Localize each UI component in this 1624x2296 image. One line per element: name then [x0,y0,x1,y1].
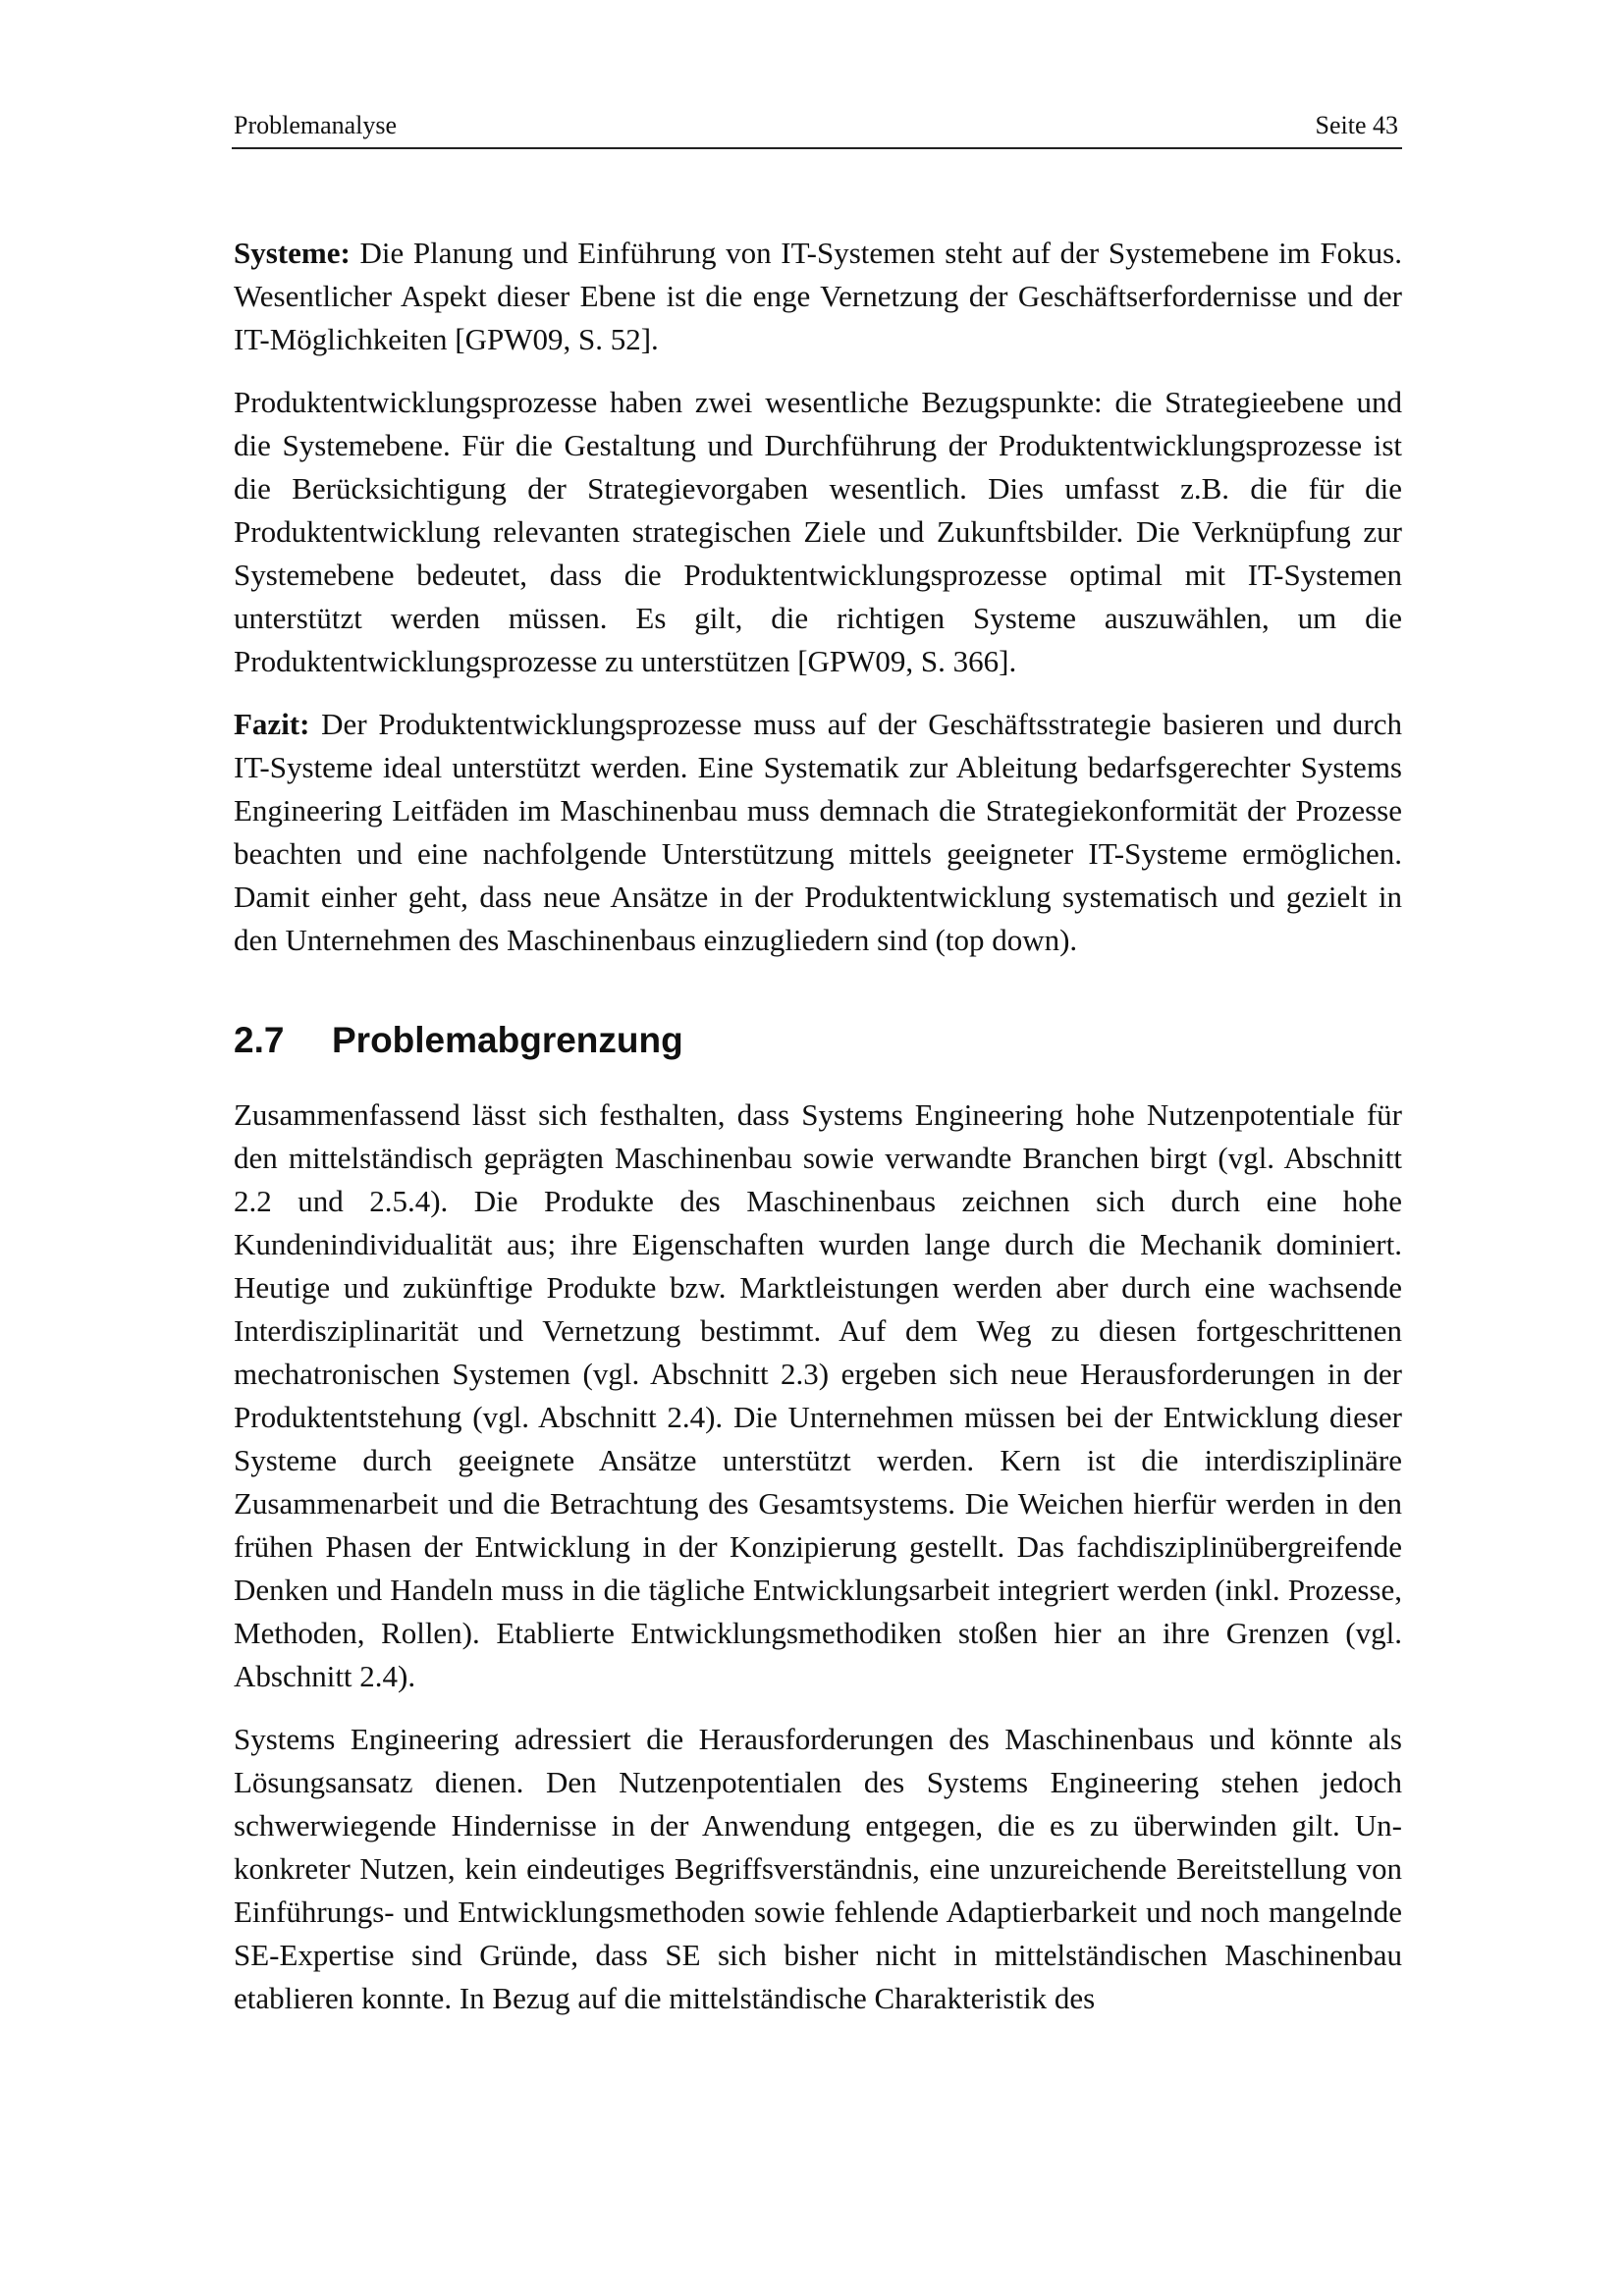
page-body [234,232,1402,2040]
paragraph-text: Die Planung und Einführung von IT-Systemen steht auf der Systemebene im Fokus. Wesentlicher Aspekt dieser Ebene ist die enge Vernetzung der Geschäftserfordernisse und der IT-Möglichkeiten [GPW09, S. 52]. [234,236,1402,356]
paragraph-lead: Systeme: [234,236,351,270]
section-number: 2.7 [234,1020,285,1060]
paragraph-lead: Fazit: [234,707,310,741]
section-title: Problemabgrenzung [332,1020,683,1060]
paragraph-systeme [234,232,1402,361]
section-heading [234,1019,1402,1062]
paragraph-fazit [234,703,1402,962]
paragraph-zusammenfassung: Zusammenfassend lässt sich festhalten, dass Systems Engineering hohe Nutzenpotentiale für den mittelständisch geprägten Maschinenbau sowie verwandte Branchen birgt (vgl. Abschnitt 2.2 und 2.5.4). Die Produkte des Maschinenbaus zeichnen sich durch eine hohe Kundenindividualität aus; ihre Eigenschaften wurden lange durch die Mechanik dominiert. Heutige und zukünftige Produkte bzw. Marktleistungen werden aber durch eine wachsende Interdisziplinarität und Vernetzung bestimmt. Auf dem Weg zu diesen fortgeschrittenen mechatronischen Systemen (vgl. Abschnitt 2.3) ergeben sich neue Herausforderungen in der Produktentstehung (vgl. Abschnitt 2.4). Die Unternehmen müssen bei der Entwicklung dieser Systeme durch geeignete Ansätze unterstützt werden. Kern ist die interdisziplinäre Zusammenarbeit und die Betrachtung des Gesamtsystems. Die Weichen hierfür werden in den frühen Phasen der Entwicklung in der Konzipierung gestellt. Das fachdisziplinübergreifende Denken und Handeln muss in die tägliche Entwicklungsarbeit integriert werden (inkl. Prozesse, Methoden, Rollen). Etablierte Entwicklungsmethodiken stoßen hier an ihre Grenzen (vgl. Abschnitt 2.4). [234,1097,1402,1693]
paragraph-text: Der Produktentwicklungsprozesse muss auf der Geschäftsstrategie basieren und durch IT-Systeme ideal unterstützt werden. Eine Systematik zur Ableitung bedarfsgerechter Systems Engineering Leitfäden im Maschinenbau muss demnach die Strategiekonformität der Prozesse beachten und eine nachfolgende Unterstützung mittels geeigneter IT-Systeme ermöglichen. Damit einher geht, dass neue Ansätze in der Produktentwicklung systematisch und gezielt in den Unternehmen des Maschinenbaus einzugliedern sind (top down). [234,707,1402,957]
running-header-chapter: Problemanalyse [234,111,398,139]
page-header [232,106,1402,149]
paragraph-systems-engineering: Systems Engineering adressiert die Herausforderungen des Maschinenbaus und könnte als Lösungsansatz dienen. Den Nutzenpotentialen des Systems Engineering stehen jedoch schwerwiegende Hindernisse in der Anwendung entgegen, die es zu überwinden gilt. Unkonkreter Nutzen, kein eindeutiges Begriffsverständnis, eine unzureichende Bereitstellung von Einführungs- und Entwicklungsmethoden sowie fehlende Adaptierbarkeit und noch mangelnde SE-Expertise sind Gründe, dass SE sich bisher nicht in mittelständischen Maschinenbau etablieren konnte. In Bezug auf die mittelständische Charakteristik des [234,1722,1402,2015]
paragraph-produktentwicklung: Produktentwicklungsprozesse haben zwei wesentliche Bezugspunkte: die Strategieebene und die Systemebene. Für die Gestaltung und Durchführung der Produktentwicklungsprozesse ist die Berücksichtigung der Strategievorgaben wesentlich. Dies umfasst z.B. die für die Produktentwicklung relevanten strategischen Ziele und Zukunftsbilder. Die Verknüpfung zur Systemebene bedeutet, dass die Produktentwicklungsprozesse optimal mit IT-Systemen unterstützt werden müssen. Es gilt, die richtigen Systeme auszuwählen, um die Produktentwicklungsprozesse zu unterstützen [GPW09, S. 366]. [234,385,1402,678]
page-number: Seite 43 [1315,111,1398,139]
